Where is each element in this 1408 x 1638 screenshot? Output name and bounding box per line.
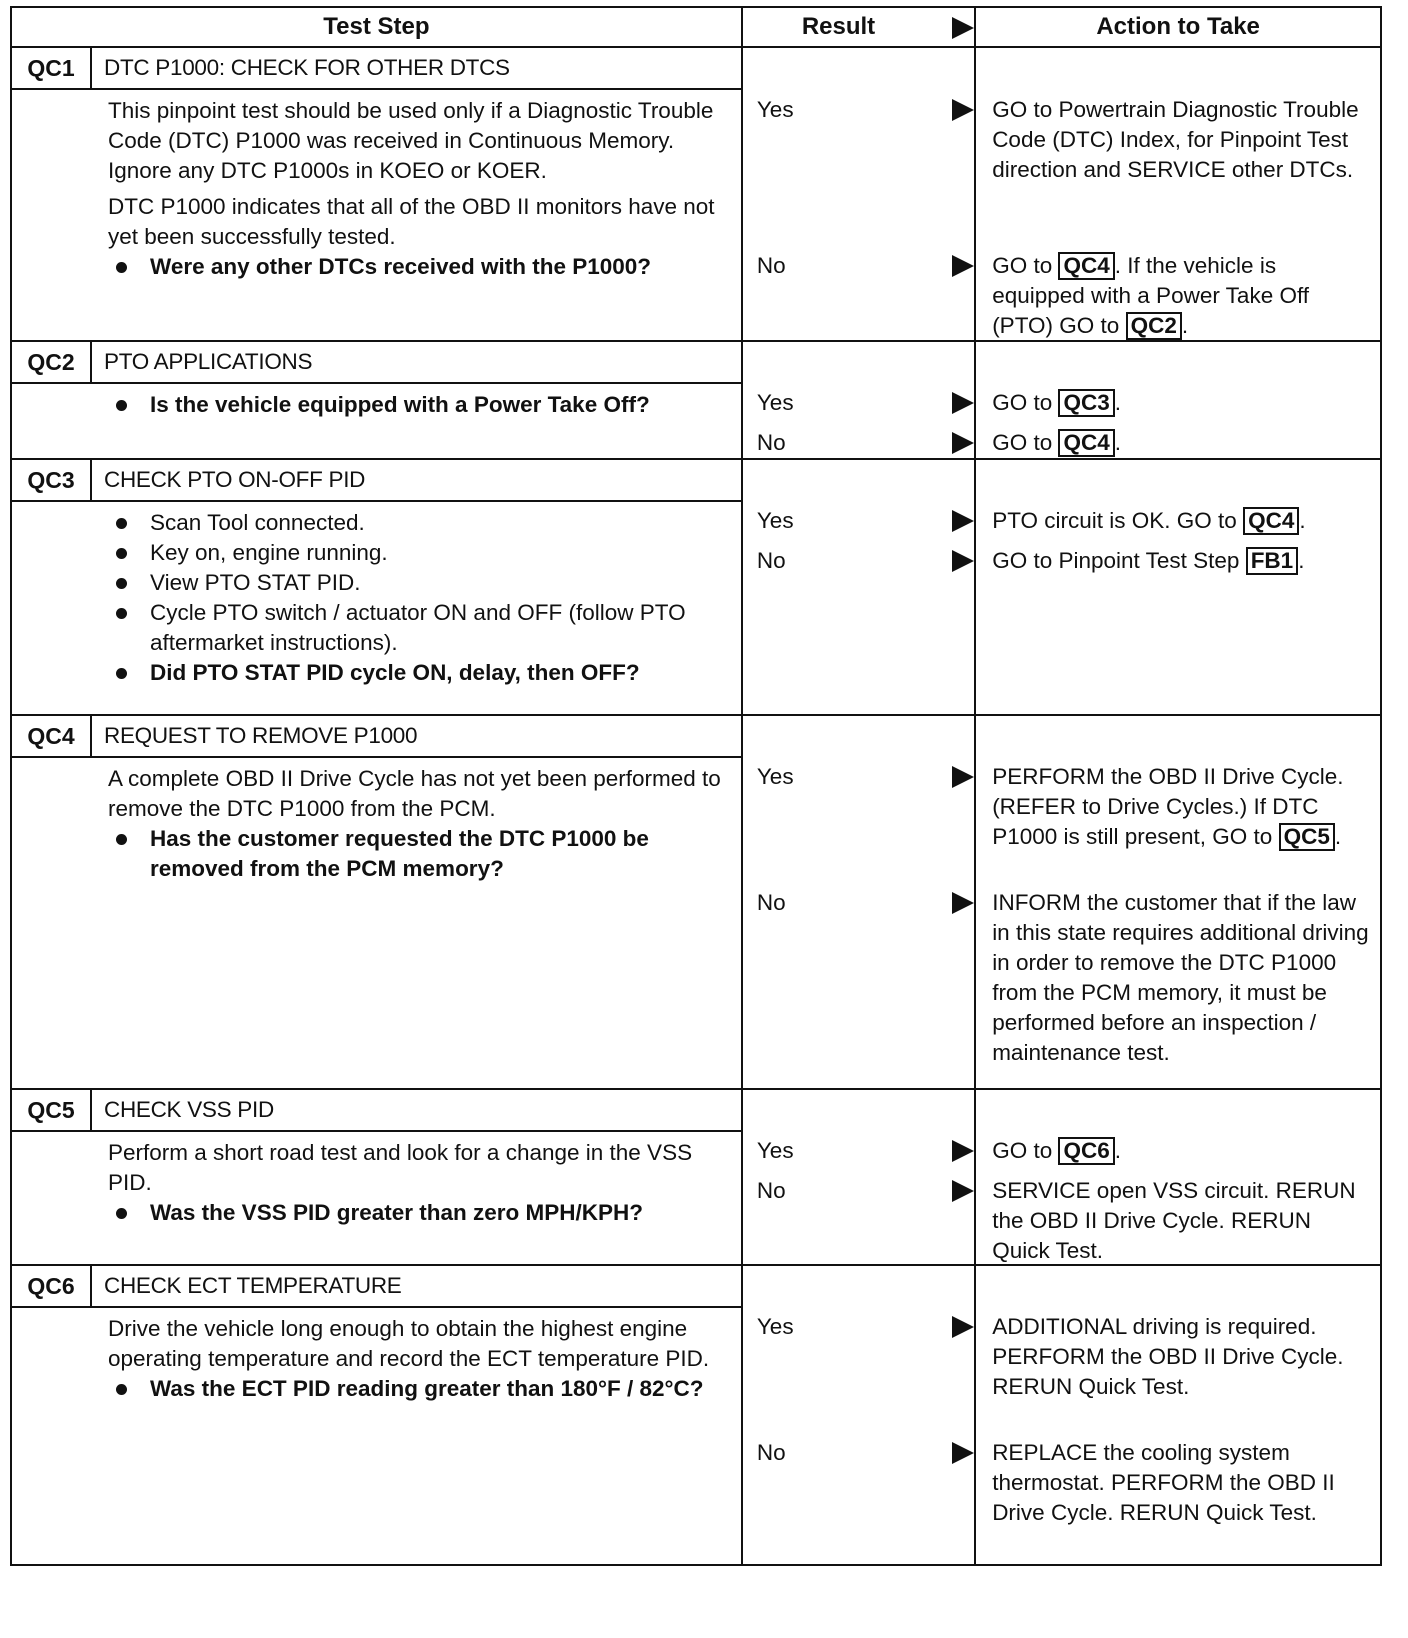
action-no bbox=[992, 251, 1370, 341]
arrow-icon bbox=[952, 255, 974, 277]
diagnostic-table bbox=[10, 6, 1382, 1566]
step-question: Is the vehicle equipped with a Power Take Off? bbox=[108, 390, 727, 420]
step-reference-link[interactable]: QC4 bbox=[1058, 429, 1114, 457]
arrow-icon bbox=[952, 432, 974, 454]
result-no: No bbox=[756, 253, 786, 278]
result-yes: Yes bbox=[756, 97, 794, 122]
step-id: QC4 bbox=[12, 716, 92, 756]
step-body bbox=[12, 502, 741, 688]
step-title bbox=[12, 1266, 741, 1308]
step-title-text: PTO APPLICATIONS bbox=[104, 349, 313, 374]
test-step-cell bbox=[12, 342, 743, 458]
action-yes bbox=[992, 388, 1370, 418]
step-row-qc5 bbox=[10, 1090, 1382, 1266]
result-no: No bbox=[756, 430, 786, 455]
action-text: . If the vehicle is equipped with a Power Take Off (PTO) GO to bbox=[992, 253, 1310, 338]
action-cell bbox=[976, 1266, 1380, 1564]
action-yes bbox=[992, 506, 1370, 536]
action-no bbox=[992, 428, 1370, 458]
step-row-qc2 bbox=[10, 342, 1382, 460]
step-row-qc6 bbox=[10, 1266, 1382, 1566]
step-title-text: DTC P1000: CHECK FOR OTHER DTCS bbox=[104, 55, 510, 80]
step-title bbox=[12, 48, 741, 90]
action-text: . bbox=[1114, 390, 1122, 415]
action-text: . bbox=[1298, 548, 1305, 573]
result-no: No bbox=[756, 1440, 786, 1465]
step-title-text: REQUEST TO REMOVE P1000 bbox=[104, 723, 418, 748]
result-yes: Yes bbox=[756, 764, 794, 789]
step-body bbox=[12, 384, 741, 420]
action-text: . bbox=[1114, 1138, 1122, 1163]
step-id: QC2 bbox=[12, 342, 92, 382]
step-question: Was the VSS PID greater than zero MPH/KPH? bbox=[108, 1198, 727, 1228]
step-reference-link[interactable]: QC4 bbox=[1243, 507, 1299, 535]
step-paragraph: A complete OBD II Drive Cycle has not yet been performed to remove the DTC P1000 from the PCM. bbox=[108, 766, 721, 821]
action-text: GO to bbox=[992, 1138, 1053, 1163]
step-reference-link[interactable]: QC2 bbox=[1126, 312, 1182, 340]
step-row-qc4 bbox=[10, 716, 1382, 1090]
result-yes: Yes bbox=[756, 508, 794, 533]
step-question: Has the customer requested the DTC P1000 be removed from the PCM memory? bbox=[108, 824, 727, 884]
result-cell bbox=[743, 48, 976, 340]
result-cell bbox=[743, 1266, 976, 1564]
arrow-icon bbox=[952, 1140, 974, 1162]
step-question: Was the ECT PID reading greater than 180°F / 82°C? bbox=[108, 1374, 727, 1404]
arrow-icon bbox=[952, 510, 974, 532]
step-reference-link[interactable]: QC6 bbox=[1058, 1137, 1114, 1165]
step-question: Were any other DTCs received with the P1000? bbox=[108, 252, 727, 282]
step-body bbox=[12, 758, 741, 884]
result-yes: Yes bbox=[756, 1138, 794, 1163]
step-paragraph: Perform a short road test and look for a change in the VSS PID. bbox=[108, 1140, 693, 1195]
action-text: GO to bbox=[992, 253, 1053, 278]
arrow-icon bbox=[952, 1442, 974, 1464]
result-yes: Yes bbox=[756, 390, 794, 415]
result-cell bbox=[743, 460, 976, 714]
action-text: GO to Pinpoint Test Step bbox=[992, 548, 1240, 573]
arrow-icon bbox=[952, 1180, 974, 1202]
step-reference-link[interactable]: QC5 bbox=[1279, 823, 1335, 851]
step-reference-link[interactable]: FB1 bbox=[1246, 547, 1299, 575]
step-row-qc3 bbox=[10, 460, 1382, 716]
step-bullet: View PTO STAT PID. bbox=[108, 568, 727, 598]
step-body bbox=[12, 1308, 741, 1404]
step-body bbox=[12, 90, 741, 282]
step-title bbox=[12, 342, 741, 384]
step-title bbox=[12, 460, 741, 502]
action-no: INFORM the customer that if the law in this state requires additional driving in order to remove the DTC P1000 from the PCM memory, it must be performed before an inspection / maintenance test. bbox=[992, 890, 1369, 1065]
action-text: . bbox=[1299, 508, 1306, 533]
arrow-icon bbox=[952, 892, 974, 914]
step-bullet: Cycle PTO switch / actuator ON and OFF (follow PTO aftermarket instructions). bbox=[108, 598, 727, 658]
test-step-cell bbox=[12, 1090, 743, 1264]
step-bullet: Key on, engine running. bbox=[108, 538, 727, 568]
action-no: REPLACE the cooling system thermostat. PERFORM the OBD II Drive Cycle. RERUN Quick Test. bbox=[992, 1440, 1335, 1525]
step-id: QC1 bbox=[12, 48, 92, 88]
result-cell bbox=[743, 342, 976, 458]
action-yes bbox=[992, 762, 1370, 852]
arrow-icon bbox=[952, 766, 974, 788]
header-result bbox=[743, 8, 976, 46]
step-id: QC5 bbox=[12, 1090, 92, 1130]
result-cell bbox=[743, 716, 976, 1088]
step-title-text: CHECK ECT TEMPERATURE bbox=[104, 1273, 402, 1298]
action-cell bbox=[976, 1090, 1380, 1264]
arrow-icon bbox=[952, 17, 974, 39]
arrow-icon bbox=[952, 392, 974, 414]
header-action: Action to Take bbox=[1096, 13, 1260, 40]
result-yes: Yes bbox=[756, 1314, 794, 1339]
step-paragraph: This pinpoint test should be used only if a Diagnostic Trouble Code (DTC) P1000 was received in Continuous Memory. Ignore any DTC P1000s in KOEO or KOER. bbox=[108, 98, 714, 183]
action-yes: ADDITIONAL driving is required. PERFORM the OBD II Drive Cycle. RERUN Quick Test. bbox=[992, 1314, 1344, 1399]
action-text: PTO circuit is OK. GO to bbox=[992, 508, 1237, 533]
test-step-cell bbox=[12, 1266, 743, 1564]
action-text: . bbox=[1114, 430, 1122, 455]
test-step-cell bbox=[12, 48, 743, 340]
result-no: No bbox=[756, 1178, 786, 1203]
action-text: PERFORM the OBD II Drive Cycle. (REFER to Drive Cycles.) If DTC P1000 is still present, GO to bbox=[992, 764, 1344, 849]
arrow-icon bbox=[952, 99, 974, 121]
action-text: . bbox=[1334, 824, 1342, 849]
table-header bbox=[10, 6, 1382, 48]
action-cell bbox=[976, 48, 1380, 340]
result-cell bbox=[743, 1090, 976, 1264]
test-step-cell bbox=[12, 716, 743, 1088]
step-body bbox=[12, 1132, 741, 1228]
step-bullet: Scan Tool connected. bbox=[108, 508, 727, 538]
step-reference-link[interactable]: QC4 bbox=[1058, 252, 1114, 280]
step-title bbox=[12, 716, 741, 758]
step-row-qc1 bbox=[10, 48, 1382, 342]
step-reference-link[interactable]: QC3 bbox=[1058, 389, 1114, 417]
action-cell bbox=[976, 460, 1380, 714]
action-text: . bbox=[1181, 313, 1189, 338]
action-text: GO to bbox=[992, 430, 1053, 455]
step-paragraph: DTC P1000 indicates that all of the OBD II monitors have not yet been successfully tested. bbox=[108, 194, 715, 249]
header-test-step: Test Step bbox=[12, 8, 743, 46]
action-no: SERVICE open VSS circuit. RERUN the OBD II Drive Cycle. RERUN Quick Test. bbox=[992, 1178, 1356, 1263]
step-paragraph: Drive the vehicle long enough to obtain the highest engine operating temperature and record the ECT temperature PID. bbox=[108, 1316, 710, 1371]
arrow-icon bbox=[952, 1316, 974, 1338]
arrow-icon bbox=[952, 550, 974, 572]
header-result-label: Result bbox=[801, 13, 876, 40]
action-text: GO to bbox=[992, 390, 1053, 415]
step-title-text: CHECK PTO ON-OFF PID bbox=[104, 467, 366, 492]
step-id: QC6 bbox=[12, 1266, 92, 1306]
result-no: No bbox=[756, 890, 786, 915]
result-no: No bbox=[756, 548, 786, 573]
step-id: QC3 bbox=[12, 460, 92, 500]
step-title-text: CHECK VSS PID bbox=[104, 1097, 274, 1122]
step-title bbox=[12, 1090, 741, 1132]
test-step-cell bbox=[12, 460, 743, 714]
action-cell bbox=[976, 342, 1380, 458]
step-question: Did PTO STAT PID cycle ON, delay, then OFF? bbox=[108, 658, 727, 688]
action-yes bbox=[992, 1136, 1370, 1166]
action-yes: GO to Powertrain Diagnostic Trouble Code (DTC) Index, for Pinpoint Test direction and SERVICE other DTCs. bbox=[992, 97, 1359, 182]
action-no bbox=[992, 546, 1370, 576]
action-cell bbox=[976, 716, 1380, 1088]
